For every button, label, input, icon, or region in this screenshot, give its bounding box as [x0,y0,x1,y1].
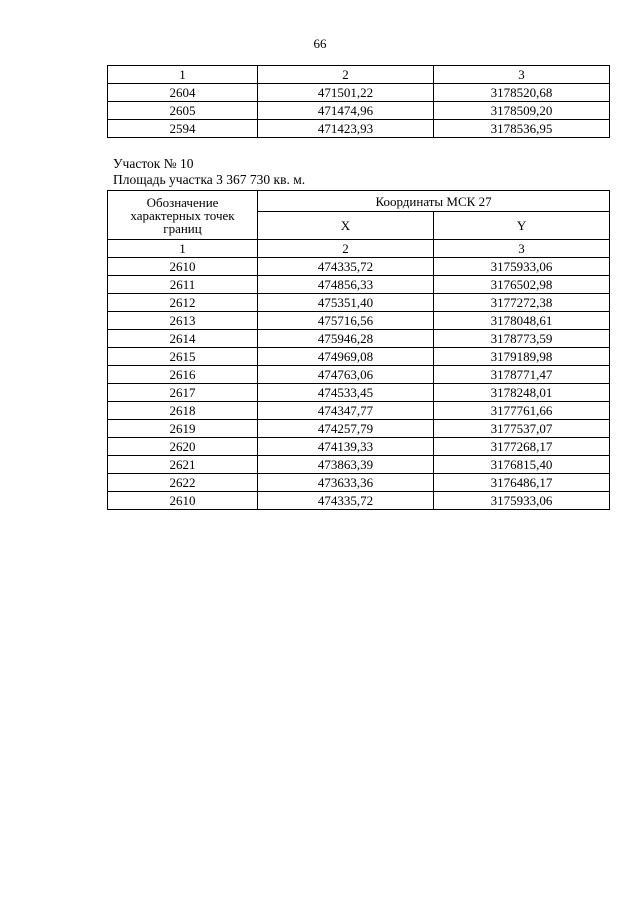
y-coordinate-cell: 3177272,38 [434,294,610,312]
point-id-cell: 2610 [108,492,258,510]
x-column-header: X [258,212,434,240]
column-number-1: 1 [108,240,258,258]
table-row [108,366,610,384]
x-coordinate-cell: 471501,22 [258,84,434,102]
y-coordinate-cell: 3177537,07 [434,420,610,438]
x-coordinate-cell: 474335,72 [258,492,434,510]
point-id-cell: 2615 [108,348,258,366]
section-title: Участок № 10 [113,156,194,171]
column-number-3: 3 [434,240,610,258]
table-row [108,84,610,102]
table-row [108,348,610,366]
y-coordinate-cell: 3176815,40 [434,456,610,474]
y-column-header: Y [434,212,610,240]
plot-area: Площадь участка 3 367 730 кв. м. [113,172,306,187]
y-coordinate-cell: 3178520,68 [434,84,610,102]
point-id-cell: 2605 [108,102,258,120]
point-id-cell: 2619 [108,420,258,438]
table-row [108,102,610,120]
table-row [108,258,610,276]
x-coordinate-cell: 474969,08 [258,348,434,366]
point-id-cell: 2621 [108,456,258,474]
plot-10-coordinates-table [107,190,610,510]
table-row [108,384,610,402]
point-id-cell: 2613 [108,312,258,330]
point-id-cell: 2610 [108,258,258,276]
x-coordinate-cell: 475716,56 [258,312,434,330]
y-coordinate-cell: 3175933,06 [434,258,610,276]
x-coordinate-cell: 473863,39 [258,456,434,474]
point-id-cell: 2622 [108,474,258,492]
table-row [108,402,610,420]
y-coordinate-cell: 3178536,95 [434,120,610,138]
y-coordinate-cell: 3178509,20 [434,102,610,120]
column-number-1: 1 [108,66,258,84]
column-number-3: 3 [434,66,610,84]
point-id-cell: 2614 [108,330,258,348]
column-number-2: 2 [258,66,434,84]
y-coordinate-cell: 3176502,98 [434,276,610,294]
point-id-cell: 2616 [108,366,258,384]
point-id-cell: 2604 [108,84,258,102]
designation-header [108,191,258,240]
table-row [108,438,610,456]
x-coordinate-cell: 474257,79 [258,420,434,438]
y-coordinate-cell: 3178771,47 [434,366,610,384]
point-id-cell: 2618 [108,402,258,420]
x-coordinate-cell: 471423,93 [258,120,434,138]
table-header-row [108,66,610,84]
table-row [108,276,610,294]
x-coordinate-cell: 474139,33 [258,438,434,456]
x-coordinate-cell: 475946,28 [258,330,434,348]
y-coordinate-cell: 3177268,17 [434,438,610,456]
y-coordinate-cell: 3178773,59 [434,330,610,348]
page-number: 66 [313,36,327,51]
x-coordinate-cell: 471474,96 [258,102,434,120]
x-coordinate-cell: 474856,33 [258,276,434,294]
y-coordinate-cell: 3178248,01 [434,384,610,402]
table-row [108,456,610,474]
table-row [108,474,610,492]
y-coordinate-cell: 3179189,98 [434,348,610,366]
coordinates-header: Координаты МСК 27 [258,191,610,212]
designation-header-line: границ [163,220,202,236]
x-coordinate-cell: 473633,36 [258,474,434,492]
point-id-cell: 2620 [108,438,258,456]
point-id-cell: 2617 [108,384,258,402]
x-coordinate-cell: 474347,77 [258,402,434,420]
table-row [108,492,610,510]
x-coordinate-cell: 474533,45 [258,384,434,402]
table-row [108,330,610,348]
point-id-cell: 2594 [108,120,258,138]
y-coordinate-cell: 3176486,17 [434,474,610,492]
point-id-cell: 2611 [108,276,258,294]
table-row [108,120,610,138]
column-number-2: 2 [258,240,434,258]
table-row [108,420,610,438]
point-id-cell: 2612 [108,294,258,312]
designation-header-line: Обозначение [146,194,219,210]
y-coordinate-cell: 3175933,06 [434,492,610,510]
y-coordinate-cell: 3178048,61 [434,312,610,330]
x-coordinate-cell: 474335,72 [258,258,434,276]
designation-header-line: характерных точек [130,207,235,223]
continued-coordinates-table [107,65,610,138]
y-coordinate-cell: 3177761,66 [434,402,610,420]
x-coordinate-cell: 474763,06 [258,366,434,384]
column-numbering-row [108,240,610,258]
table-row [108,294,610,312]
x-coordinate-cell: 475351,40 [258,294,434,312]
table-row [108,312,610,330]
